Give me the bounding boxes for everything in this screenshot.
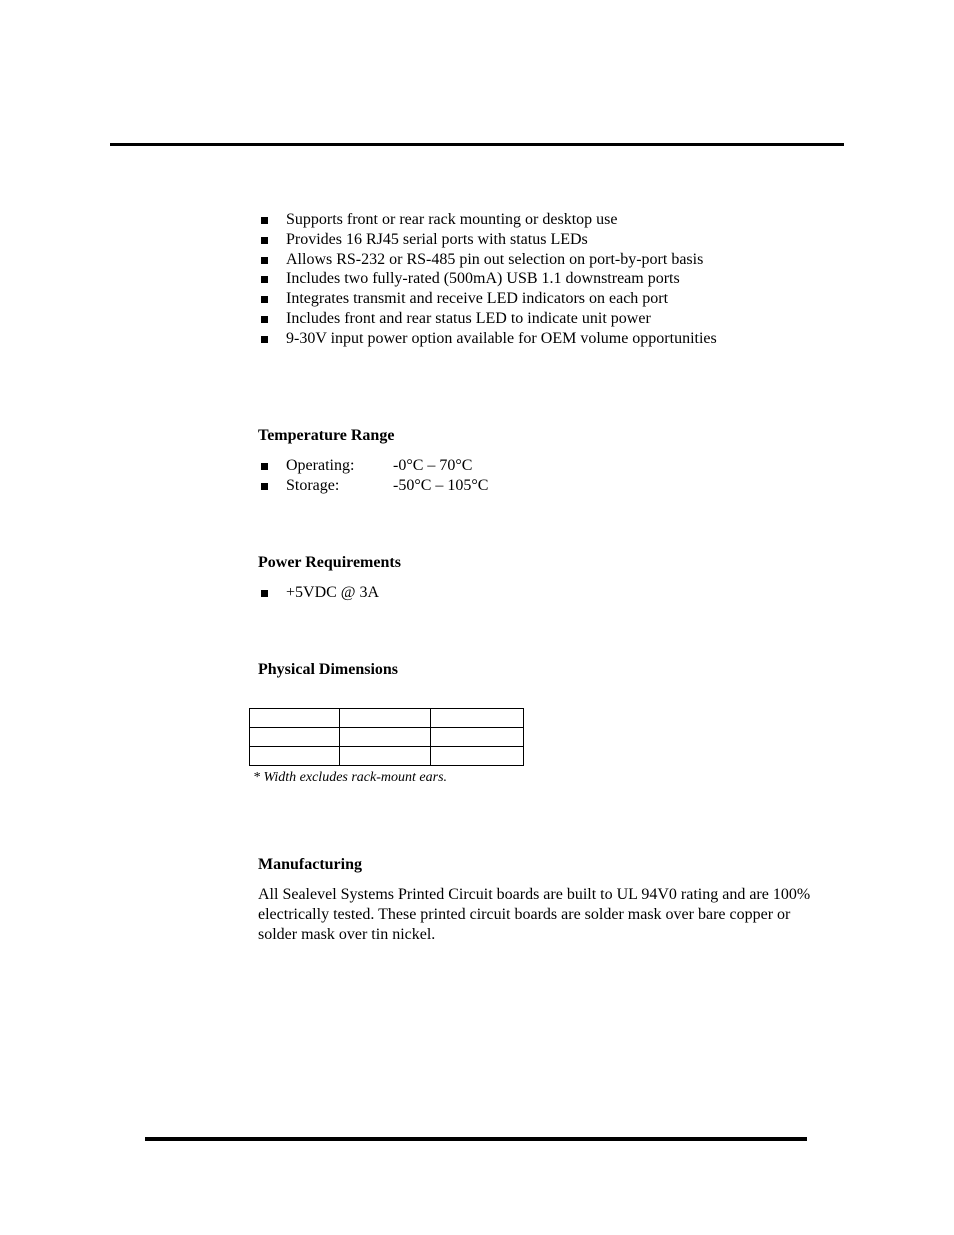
- table-row: [250, 728, 524, 747]
- feature-text: Includes two fully-rated (500mA) USB 1.1 downstream ports: [286, 270, 680, 288]
- table-cell: [250, 728, 340, 747]
- list-item: [258, 329, 717, 349]
- square-bullet-icon: [261, 483, 268, 490]
- dimensions-table: [249, 708, 524, 766]
- power-text: +5VDC @ 3A: [286, 584, 380, 601]
- table-cell: [431, 747, 524, 766]
- square-bullet-icon: [261, 336, 268, 343]
- list-item: [258, 456, 488, 476]
- square-bullet-icon: [261, 463, 268, 470]
- feature-text: Provides 16 RJ45 serial ports with status LEDs: [286, 230, 588, 248]
- feature-text: Allows RS-232 or RS-485 pin out selection on port-by-port basis: [286, 250, 704, 268]
- manufacturing-heading: Manufacturing: [258, 856, 362, 873]
- temperature-label: Storage:: [286, 476, 340, 494]
- square-bullet-icon: [261, 296, 268, 303]
- physical-heading: Physical Dimensions: [258, 661, 399, 678]
- list-item: [258, 289, 717, 309]
- temperature-value: -0°C – 70°C: [393, 457, 473, 474]
- header-rule: [110, 143, 844, 146]
- table-cell: [340, 728, 431, 747]
- temperature-label: Operating:: [286, 457, 355, 474]
- list-item: [258, 583, 379, 603]
- list-item: [258, 250, 717, 270]
- table-cell: [340, 747, 431, 766]
- feature-text: Integrates transmit and receive LED indicators on each port: [286, 290, 669, 308]
- square-bullet-icon: [261, 217, 268, 224]
- table-cell: [431, 709, 524, 728]
- square-bullet-icon: [261, 590, 268, 597]
- square-bullet-icon: [261, 237, 268, 244]
- table-cell: [431, 728, 524, 747]
- temperature-list: [258, 456, 488, 496]
- list-item: [258, 230, 717, 250]
- table-row: [250, 709, 524, 728]
- power-list: [258, 583, 379, 603]
- table-cell: [340, 709, 431, 728]
- table-cell: [250, 709, 340, 728]
- power-heading: Power Requirements: [258, 554, 401, 571]
- square-bullet-icon: [261, 316, 268, 323]
- square-bullet-icon: [261, 276, 268, 283]
- list-item: [258, 210, 717, 230]
- list-item: [258, 476, 488, 496]
- features-list: [258, 210, 717, 349]
- feature-text: Includes front and rear status LED to indicate unit power: [286, 309, 651, 327]
- temperature-heading: Temperature Range: [258, 427, 395, 444]
- feature-text: Supports front or rear rack mounting or desktop use: [286, 211, 618, 228]
- feature-text: 9-30V input power option available for OEM volume opportunities: [286, 329, 717, 347]
- temperature-value: -50°C – 105°C: [393, 476, 489, 494]
- table-row: [250, 747, 524, 766]
- footer-rule: [145, 1137, 807, 1141]
- table-footnote: * Width excludes rack-mount ears.: [253, 770, 448, 785]
- table-cell: [250, 747, 340, 766]
- manufacturing-paragraph: All Sealevel Systems Printed Circuit boards are built to UL 94V0 rating and are 100% electrically tested. These printed circuit boards are solder mask over bare copper or solder mask over tin nickel.: [258, 886, 811, 943]
- square-bullet-icon: [261, 257, 268, 264]
- list-item: [258, 269, 717, 289]
- list-item: [258, 309, 717, 329]
